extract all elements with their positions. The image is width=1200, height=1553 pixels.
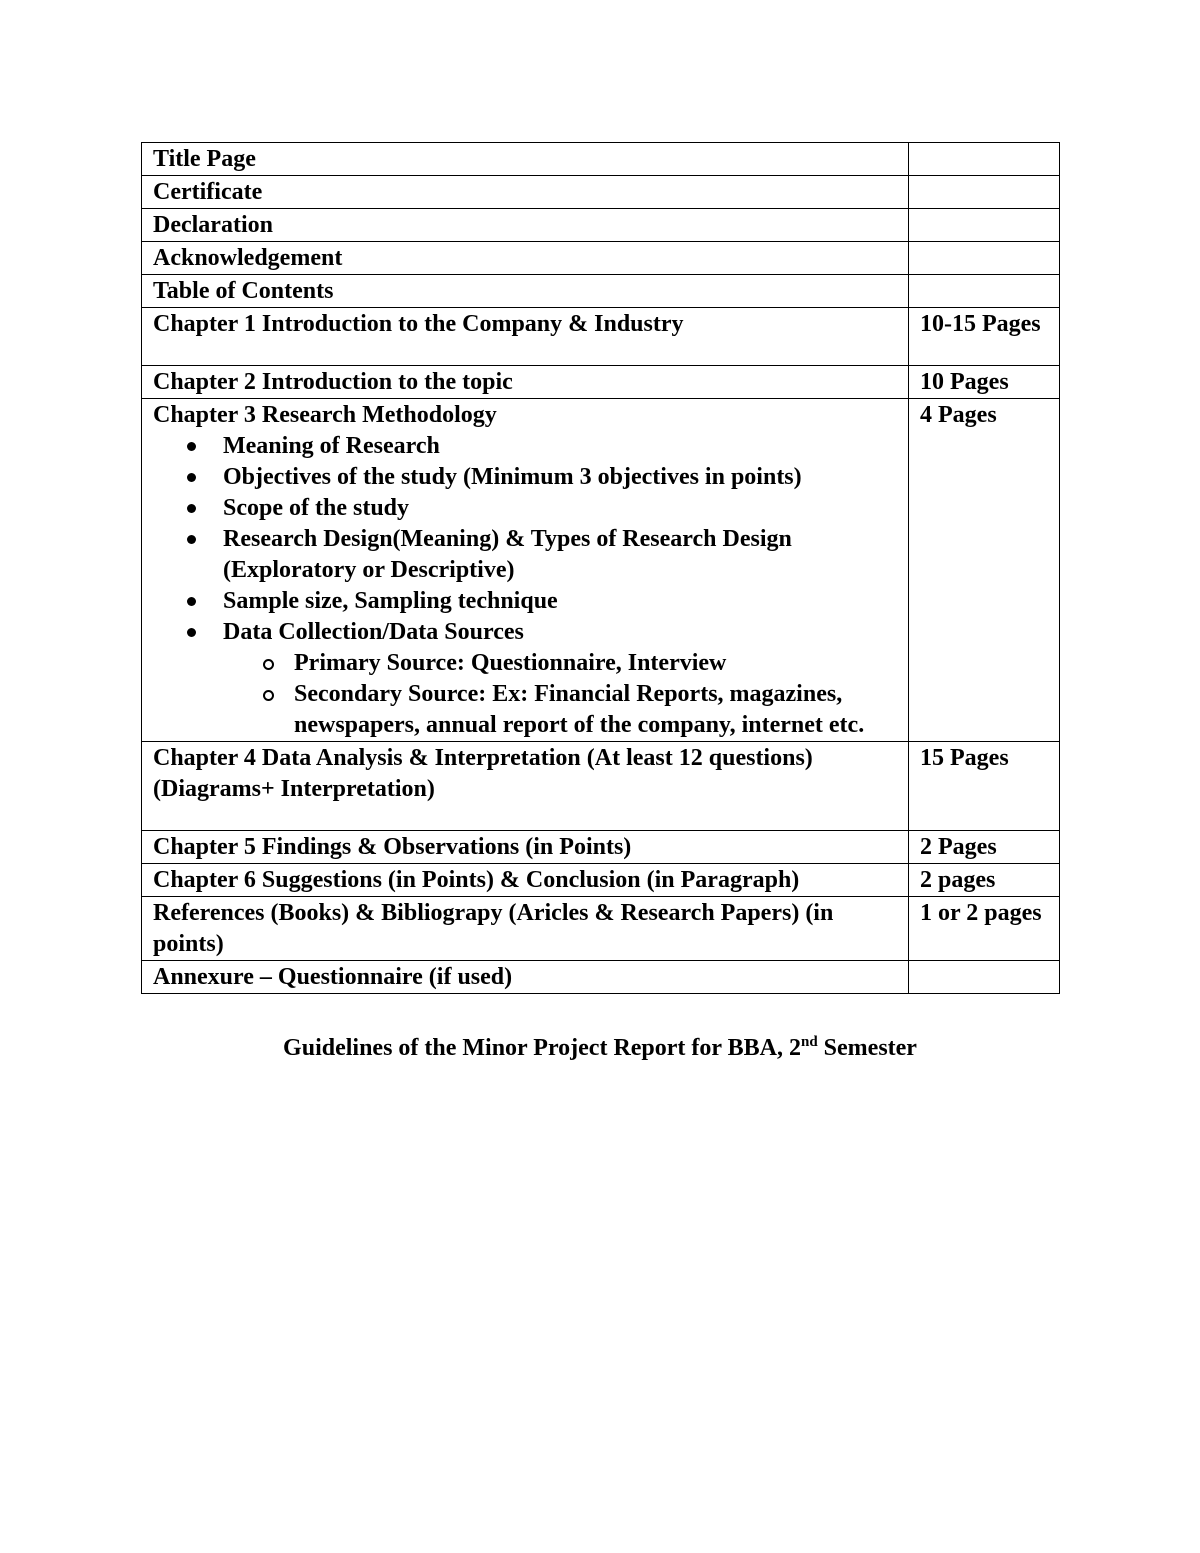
bullet-icon: [187, 628, 196, 637]
caption-superscript: nd: [800, 1034, 818, 1050]
section-cell: Annexure – Questionnaire (if used): [142, 961, 909, 994]
table-row: [142, 742, 1060, 831]
table-row: [142, 209, 1060, 242]
caption-suffix: Semester: [817, 1035, 917, 1061]
list-item: [153, 431, 908, 462]
section-title: Chapter 3 Research Methodology: [153, 402, 497, 428]
section-cell: Chapter 2 Introduction to the topic: [142, 366, 909, 399]
section-cell: Chapter 4 Data Analysis & Interpretation (At least 12 questions) (Diagrams+ Interpretation): [142, 742, 909, 831]
list-item-label: Research Design(Meaning) & Types of Research Design (Exploratory or Descriptive): [223, 526, 792, 583]
bullet-icon: [187, 473, 196, 482]
list-item: [153, 524, 908, 586]
bullet-icon: [187, 597, 196, 606]
section-cell: Declaration: [142, 209, 909, 242]
pages-cell: [909, 961, 1060, 994]
list-item-label: Sample size, Sampling technique: [223, 588, 558, 614]
pages-cell: [909, 143, 1060, 176]
list-item-label: Scope of the study: [223, 495, 410, 521]
table-row: [142, 864, 1060, 897]
table-row: [142, 242, 1060, 275]
section-cell: References (Books) & Bibliograpy (Aricles & Research Papers) (in points): [142, 897, 909, 961]
table-row: [142, 275, 1060, 308]
caption-text: Guidelines of the Minor Project Report for BBA, 2: [283, 1035, 801, 1061]
list-item: [153, 493, 908, 524]
pages-cell: 10 Pages: [909, 366, 1060, 399]
list-item: [153, 617, 908, 741]
table-row: [142, 143, 1060, 176]
table-row: [142, 176, 1060, 209]
circle-bullet-icon: [263, 690, 274, 701]
pages-cell: [909, 176, 1060, 209]
data-sources-list: [223, 648, 908, 741]
pages-cell: [909, 242, 1060, 275]
section-cell: Chapter 5 Findings & Observations (in Points): [142, 831, 909, 864]
bullet-icon: [187, 535, 196, 544]
list-item: [153, 679, 908, 741]
table-row: [142, 831, 1060, 864]
table-row: [142, 308, 1060, 366]
pages-cell: 15 Pages: [909, 742, 1060, 831]
bullet-icon: [187, 442, 196, 451]
chapter-3-list: [153, 431, 908, 741]
table-row: [142, 961, 1060, 994]
pages-cell: 1 or 2 pages: [909, 897, 1060, 961]
pages-cell: 10-15 Pages: [909, 308, 1060, 366]
table-row: [142, 897, 1060, 961]
report-outline-table: [141, 142, 1060, 994]
list-item: [153, 648, 908, 679]
list-item-label: Objectives of the study (Minimum 3 objectives in points): [223, 464, 802, 490]
section-cell: Certificate: [142, 176, 909, 209]
table-row-chapter-3: [142, 399, 1060, 742]
list-item-label: Data Collection/Data Sources: [223, 619, 524, 645]
chapter-3-cell: [142, 399, 909, 742]
section-cell: Chapter 1 Introduction to the Company & Industry: [142, 308, 909, 366]
pages-cell: 2 pages: [909, 864, 1060, 897]
pages-cell: [909, 275, 1060, 308]
list-item: [153, 462, 908, 493]
circle-bullet-icon: [263, 659, 274, 670]
table-row: [142, 366, 1060, 399]
section-cell: Title Page: [142, 143, 909, 176]
list-item-label: Meaning of Research: [223, 433, 440, 459]
section-cell: Acknowledgement: [142, 242, 909, 275]
list-item-label: Secondary Source: Ex: Financial Reports, magazines, newspapers, annual report of the company, internet etc.: [294, 681, 865, 738]
table-caption: [141, 1033, 1059, 1064]
section-cell: Table of Contents: [142, 275, 909, 308]
pages-cell: [909, 209, 1060, 242]
list-item-label: Primary Source: Questionnaire, Interview: [294, 650, 727, 676]
bullet-icon: [187, 504, 196, 513]
list-item: [153, 586, 908, 617]
pages-cell: 4 Pages: [909, 399, 1060, 742]
section-cell: Chapter 6 Suggestions (in Points) & Conclusion (in Paragraph): [142, 864, 909, 897]
pages-cell: 2 Pages: [909, 831, 1060, 864]
